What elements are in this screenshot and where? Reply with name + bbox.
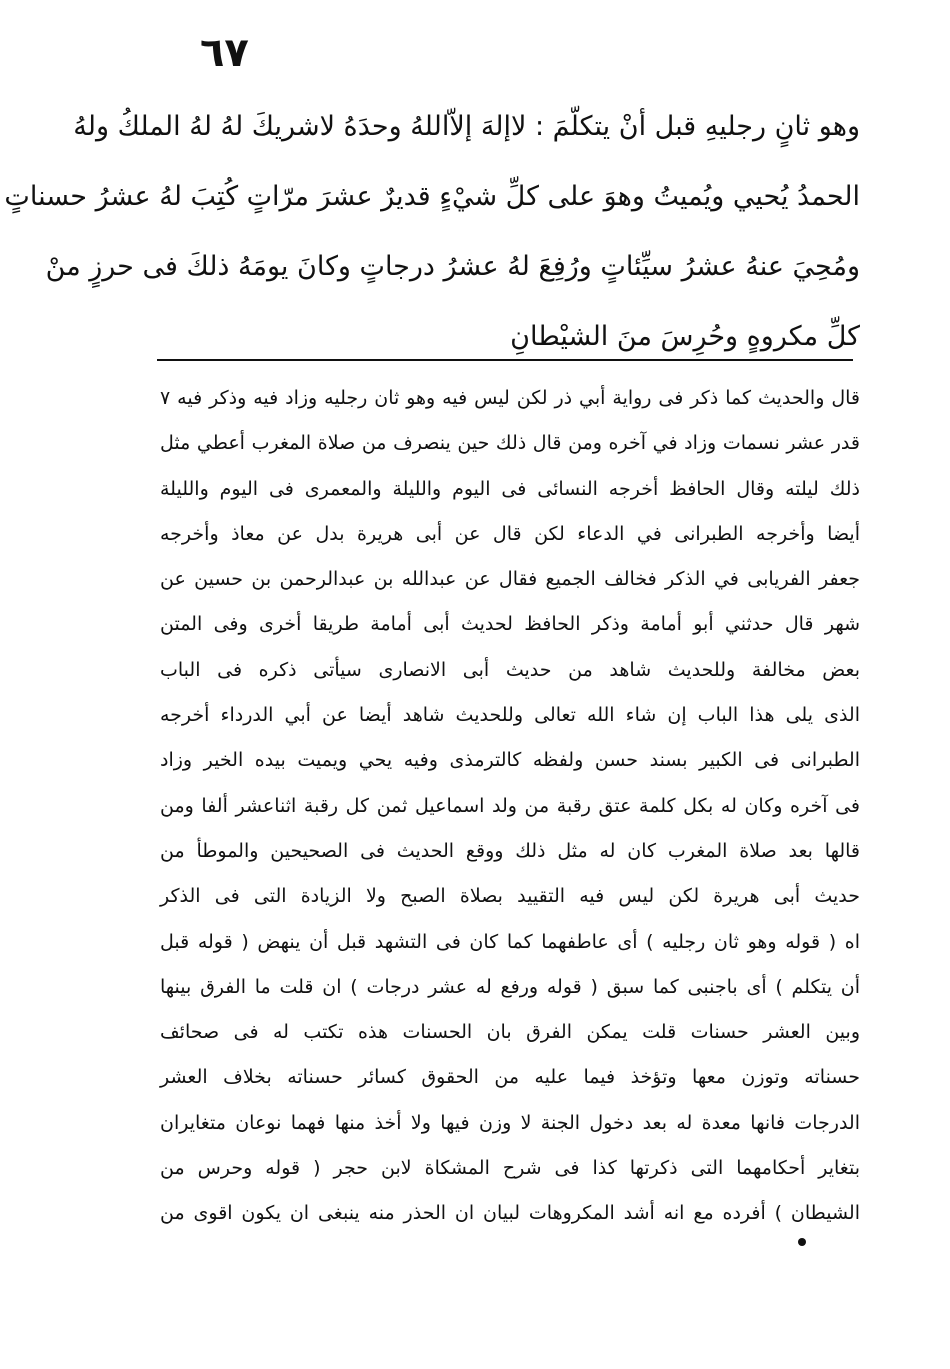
commentary-line: بعض مخالفة وللحديث شاهد من حديث أبى الانصارى سيأتى ذكره فى الباب xyxy=(160,658,860,681)
hadith-line: كلِّ مكروهٍ وحُرِسَ منَ الشيْطانِ xyxy=(510,321,860,352)
commentary-line: الذى يلى هذا الباب إن شاء الله تعالى وللحديث شاهد أيضا عن أبي الدرداء أخرجه xyxy=(160,704,860,727)
commentary-line: جعفر الفريابى في الذكر فخالف الجميع فقال عن عبدالله بن عبدالرحمن بن حسين عن xyxy=(160,568,860,591)
hadith-line: وهو ثانٍ رجليهِ قبل أنْ يتكلّمَ : لاإلهَ إلاّاللهُ وحدَهُ لاشريكَ لهُ لهُ الملكُ ولهُ xyxy=(73,111,860,142)
commentary-line: اه ( قوله وهو ثان رجليه ) أى عاطفهما كما كان فى التشهد قبل أن ينهض ( قوله قبل xyxy=(160,930,860,953)
page-number: ٦٧ xyxy=(200,30,249,76)
section-divider xyxy=(157,359,853,361)
commentary-line: حسناته وتوزن معها وتؤخذ فيما عليه من الحقوق كسائر حسناته بخلاف العشر xyxy=(160,1066,860,1089)
hadith-text xyxy=(4,92,860,372)
commentary-text xyxy=(160,376,860,1237)
hadith-line: ومُحِيَ عنهُ عشرُ سيِّئاتٍ ورُفِعَ لهُ عشرُ درجاتٍ وكانَ يومَهُ ذلكَ فى حرزٍ منْ xyxy=(45,251,860,282)
commentary-line: الشيطان ) أفرده مع انه أشد المكروهات لبيان ان الحذر منه ينبغى ان يكون اقوى من xyxy=(160,1202,860,1225)
commentary-line: حديث أبى هريرة لكن ليس فيه التقييد بصلاة الصبح ولا الزيادة التى فى الذكر xyxy=(160,885,860,908)
commentary-line: أن يتكلم ) أى باجنبى كما سبق ( قوله ورفع له عشر درجات ) ان قلت ما الفرق بينها xyxy=(160,975,860,998)
commentary-line: الدرجات فانها معدة له بعد دخول الجنة لا وزن فيها ولا أخذ منها فهما نوعان متغايران xyxy=(160,1111,860,1134)
hadith-line: الحمدُ يُحيي ويُميتُ وهوَ على كلِّ شيْءٍ قديرٌ عشرَ مرّاتٍ كُتِبَ لهُ عشرُ حسناتٍ xyxy=(4,181,860,212)
commentary-line: أيضا وأخرجه الطبرانى في الدعاء لكن قال عن أبى هريرة بدل عن معاذ وأخرجه xyxy=(160,522,860,545)
commentary-line: شهر قال حدثني أبو أمامة وذكر الحافظ لحديث أبى أمامة طريقا أخرى وفى المتن xyxy=(160,613,860,636)
commentary-line: ذلك ليلته وقال الحافظ أخرجه النسائى فى اليوم والليلة والمعمرى فى اليوم والليلة xyxy=(160,477,860,500)
commentary-line: الطبرانى فى الكبير بسند حسن ولفظه كالترمذى وفيه يحي ويميت بيده الخير وزاد xyxy=(160,749,860,772)
ink-dot xyxy=(798,1238,806,1246)
commentary-line: فى آخره وكان له بكل كلمة عتق رقبة من ولد اسماعيل ثمن كل رقبة اثناعشر ألفا ومن xyxy=(160,794,860,817)
commentary-line: قال والحديث كما ذكر فى رواية أبي ذر لكن ليس فيه وهو ثان رجليه وزاد فيه وذكر فيه ٧ xyxy=(160,387,860,409)
commentary-line: بتغاير أحكامهما التى ذكرتها كذا فى شرح المشكاة لابن حجر ( قوله وحرس من xyxy=(160,1157,860,1180)
commentary-line: قدر عشر نسمات وزاد في آخره ومن قال ذلك حين ينصرف من صلاة المغرب أعطي مثل xyxy=(160,432,860,455)
commentary-line: قالها بعد صلاة المغرب كان له مثل ذلك ووقع الحديث فى الصحيحين والموطأ من xyxy=(160,839,860,862)
commentary-line: وبين العشر حسنات قلت يمكن الفرق بان الحسنات هذه تكتب له فى صحائف xyxy=(160,1021,860,1044)
